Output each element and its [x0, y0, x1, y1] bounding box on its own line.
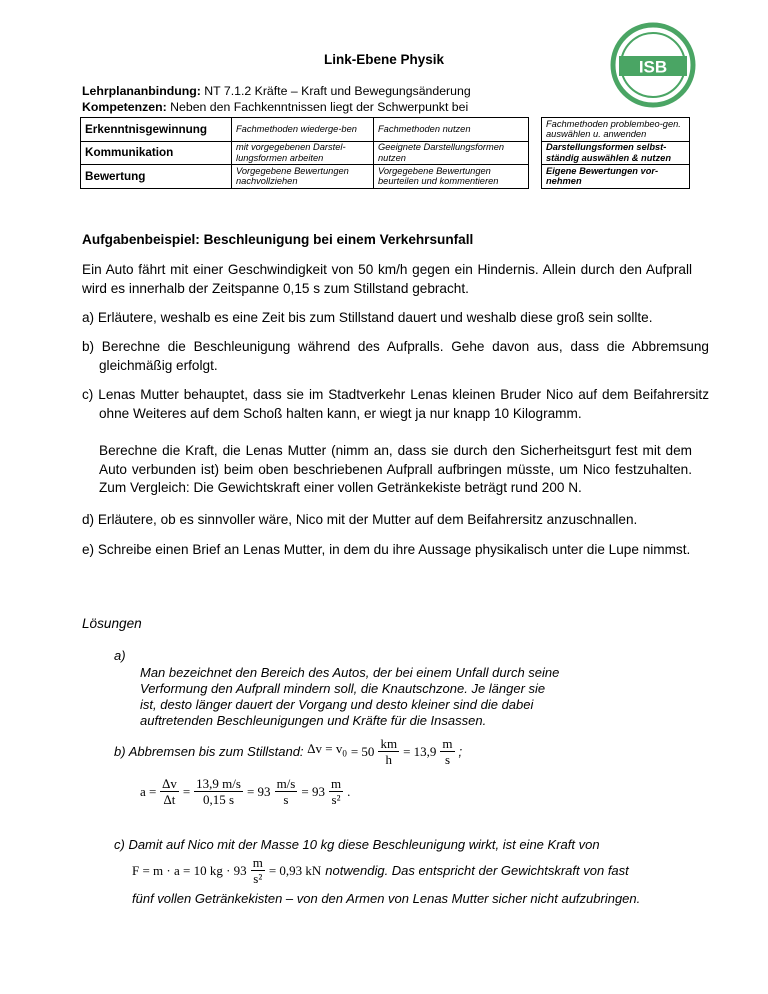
row-label: Erkenntnisgewinnung [81, 118, 232, 142]
table-cell: Eigene Bewertungen vor-nehmen [542, 165, 690, 189]
task-a: a) Erläutere, weshalb es eine Zeit bis zum Stillstand dauert und weshalb diese groß sein sollte. [82, 310, 653, 325]
competence-table [80, 117, 690, 189]
task-e: e) Schreibe einen Brief an Lenas Mutter, in dem du ihre Aussage physikalisch unter die Lupe nimmst. [82, 542, 691, 557]
solutions-heading: Lösungen [82, 616, 142, 631]
solution-a-label: a) [114, 648, 126, 663]
table-cell: Fachmethoden nutzen [374, 118, 529, 142]
solution-c-line1: c) Damit auf Nico mit der Masse 10 kg diese Beschleunigung wirkt, ist eine Kraft von [114, 837, 600, 852]
row-label: Kommunikation [81, 141, 232, 165]
page-title: Link-Ebene Physik [323, 52, 445, 67]
table-cell: Vorgegebene Bewertungen nachvollziehen [232, 165, 374, 189]
table-cell: Darstellungsformen selbst-ständig auswählen & nutzen [542, 141, 690, 165]
table-cell: Fachmethoden problembeo-gen. auswählen u. anwenden [542, 118, 690, 142]
table-row [81, 165, 690, 189]
task-b: b) Berechne die Beschleunigung während des Aufpralls. Gehe davon aus, dass die Abbremsung gleichmäßig erfolgt. [82, 339, 709, 373]
logo-text: ISB [638, 57, 668, 77]
table-cell: mit vorgegebenen Darstel-lungsformen arbeiten [232, 141, 374, 165]
isb-logo [610, 22, 696, 108]
table-cell: Geeignete Darstellungsformen nutzen [374, 141, 529, 165]
table-cell: Fachmethoden wiederge-ben [232, 118, 374, 142]
task-c-part2: Berechne die Kraft, die Lenas Mutter (nimm an, dass sie durch den Sicherheitsgurt fest mit dem Auto verbunden ist) beim oben beschriebenen Aufprall aufbringen müsste, um Nico festzuhalten. Zum Vergleich: Die Gewichtskraft einer vollen Getränkekiste beträgt rund 200 N. [99, 443, 692, 496]
table-row [81, 141, 690, 165]
task-d: d) Erläutere, ob es sinnvoller wäre, Nico mit der Mutter auf dem Beifahrersitz anzuschnallen. [82, 512, 638, 527]
task-c-part1: c) Lenas Mutter behauptet, dass sie im Stadtverkehr Lenas kleinen Bruder Nico auf dem Beifahrersitz ohne Weiteres auf dem Schoß halten kann, er wiegt ja nur knapp 10 Kilogramm. [82, 387, 709, 421]
task-heading: Aufgabenbeispiel: Beschleunigung bei einem Verkehrsunfall [82, 232, 474, 247]
solution-c-line3: fünf vollen Getränkekisten – von den Armen von Lenas Mutter sicher nicht aufzubringen. [132, 891, 641, 906]
solution-c-line2: F = m · a = 10 kg · 93 $\frac{m}{\text{s²}}$ = 0,93 kN notwendig. Das entspricht der Gewichtskraft von fast [132, 855, 629, 886]
solution-a-text: Man bezeichnet den Bereich des Autos, der bei einem Unfall durch seine Verformung den Aufprall mindern soll, die Knautschzone. Je länger sie ist, desto länger dauert der Vorgang und desto kleiner sind die dabei auftretenden Beschleunigungen und Kräfte für die Insassen. [140, 665, 560, 728]
table-cell: Vorgegebene Bewertungen beurteilen und kommentieren [374, 165, 529, 189]
solution-b-line1: b) Abbremsen bis zum Stillstand: $\Delta v = v_0$ = 50 $\frac{km}{h}$ = 13,9 $\frac{m}{s}$ ; [114, 736, 463, 767]
curriculum-line: Lehrplananbindung: NT 7.1.2 Kräfte – Kraft und Bewegungsänderung [82, 84, 471, 98]
solution-b-line2: a = $\frac{\Delta v}{\Delta t}$ = $\frac{13,9 m/s}{0,15 s}$ = 93 $\frac{m/s}{s}$ = 93 $\frac{m}{\text{s²}}$ . [140, 776, 351, 807]
task-intro: Ein Auto fährt mit einer Geschwindigkeit von 50 km/h gegen ein Hindernis. Allein durch den Aufprall wird es innerhalb der Zeitspanne 0,15 s zum Stillstand gebracht. [82, 262, 692, 296]
competence-line: Kompetenzen: Neben den Fachkenntnissen liegt der Schwerpunkt bei [82, 100, 469, 114]
row-label: Bewertung [81, 165, 232, 189]
table-row [81, 118, 690, 142]
